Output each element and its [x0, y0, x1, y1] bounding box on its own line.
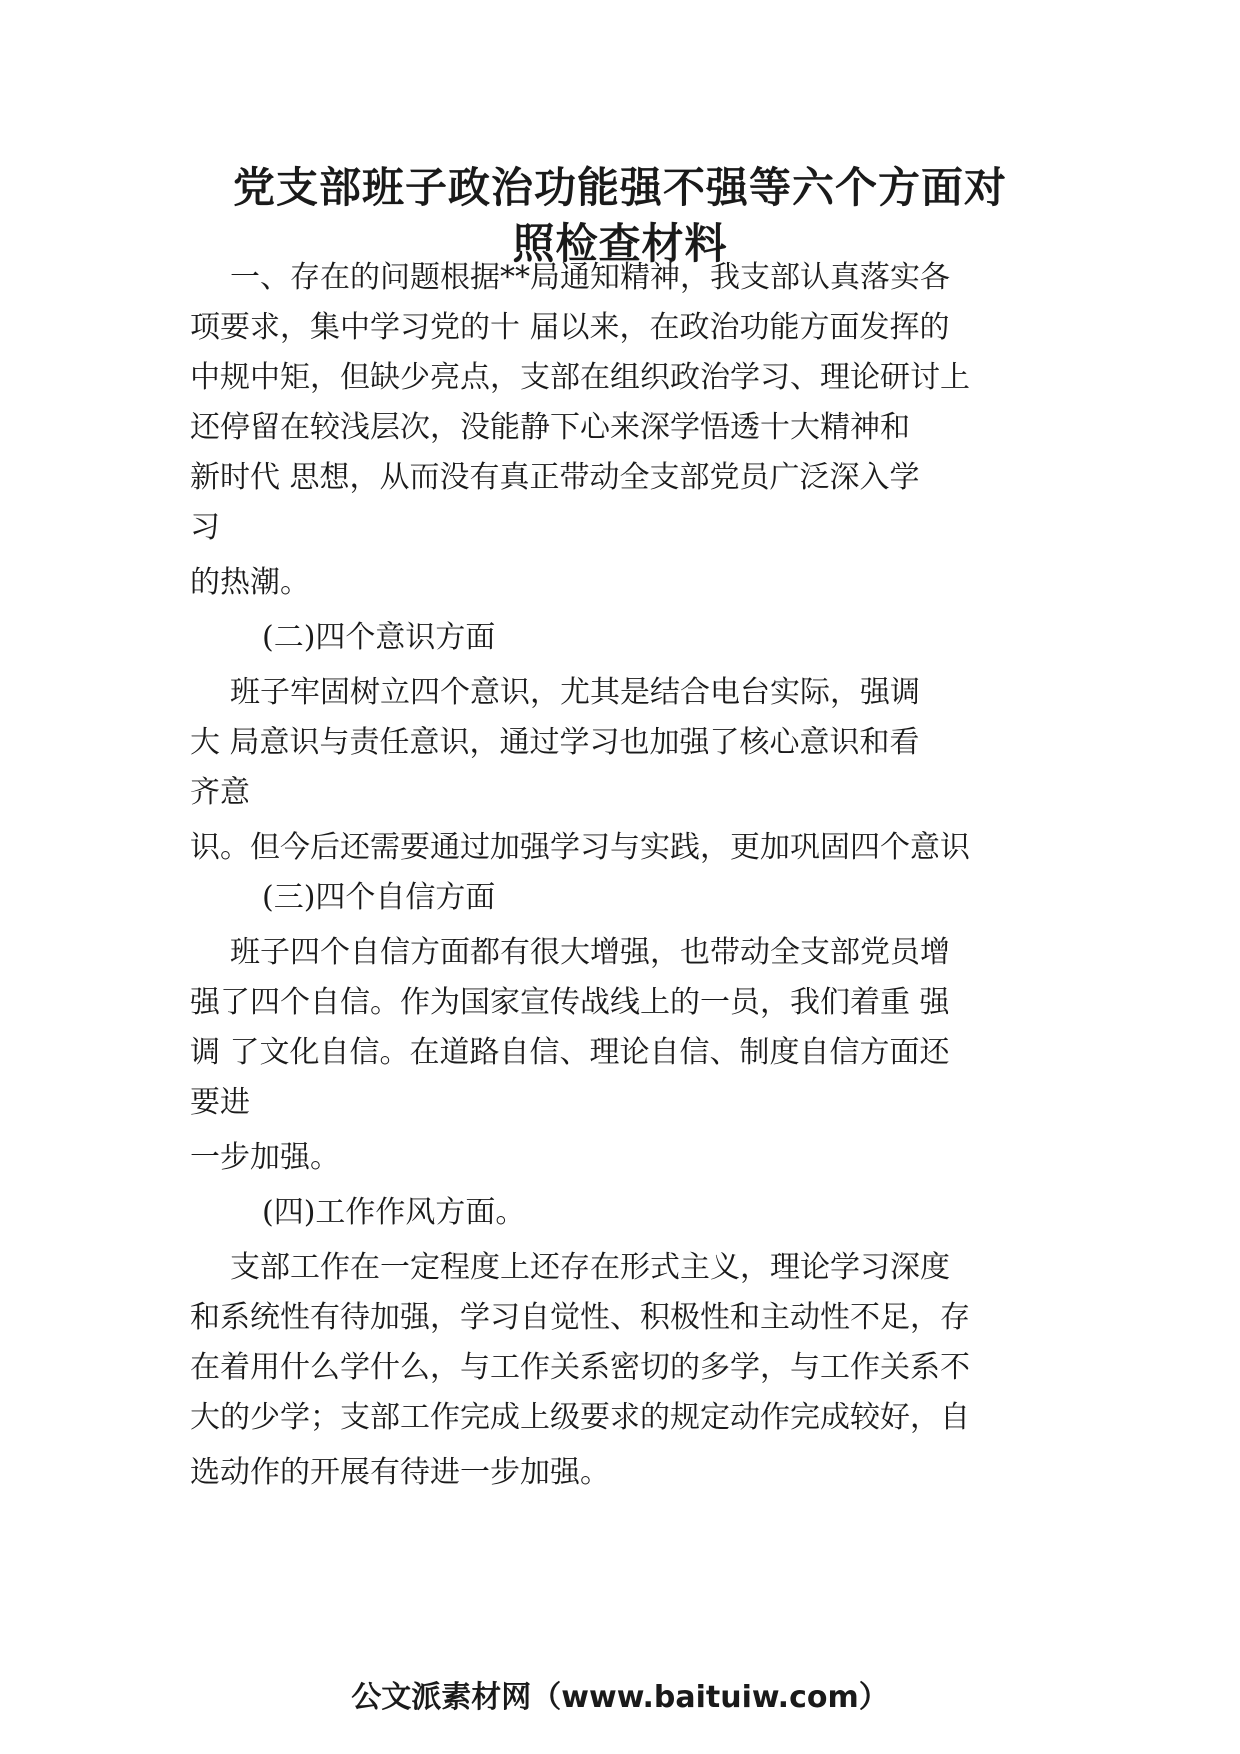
body-line: 大 局意识与责任意识，通过学习也加强了核心意识和看 — [190, 725, 920, 760]
body-line: 要进 — [190, 1085, 250, 1120]
body-line: 的热潮。 — [190, 565, 310, 600]
body-line: 支部工作在一定程度上还存在形式主义，理论学习深度 — [230, 1250, 950, 1285]
body-line: 还停留在较浅层次，没能静下心来深学悟透十大精神和 — [190, 410, 910, 445]
body-line: 大的少学；支部工作完成上级要求的规定动作完成较好，自 — [190, 1400, 970, 1435]
document-title-line-2: 照检查材料 — [512, 219, 728, 268]
body-line: 习 — [190, 510, 220, 545]
body-line: 识。但今后还需要通过加强学习与实践，更加巩固四个意识 — [190, 830, 970, 865]
body-line: 班子牢固树立四个意识，尤其是结合电台实际，强调 — [230, 675, 920, 710]
footer-source: 公文派素材网（www.baituiw.com） — [351, 1680, 889, 1715]
body-line: 和系统性有待加强，学习自觉性、积极性和主动性不足，存 — [190, 1300, 970, 1335]
body-line: 强了四个自信。作为国家宣传战线上的一员，我们着重 强 — [190, 985, 950, 1020]
body-line: 调 了文化自信。在道路自信、理论自信、制度自信方面还 — [190, 1035, 950, 1070]
document-title-line-1: 党支部班子政治功能强不强等六个方面对 — [232, 163, 1007, 212]
section-heading: (三)四个自信方面 — [262, 880, 496, 915]
section-heading: (四)工作作风方面。 — [262, 1195, 526, 1230]
section-heading: (二)四个意识方面 — [262, 620, 496, 655]
body-line: 齐意 — [190, 775, 250, 810]
body-line: 选动作的开展有待进一步加强。 — [190, 1455, 610, 1490]
body-line: 中规中矩，但缺少亮点，支部在组织政治学习、理论研讨上 — [190, 360, 970, 395]
body-line: 一步加强。 — [190, 1140, 340, 1175]
body-line: 班子四个自信方面都有很大增强，也带动全支部党员增 — [230, 935, 950, 970]
body-line: 一、存在的问题根据**局通知精神，我支部认真落实各 — [230, 260, 950, 295]
body-line: 新时代 思想，从而没有真正带动全支部党员广泛深入学 — [190, 460, 920, 495]
body-line: 项要求，集中学习党的十 届以来，在政治功能方面发挥的 — [190, 310, 950, 345]
body-line: 在着用什么学什么，与工作关系密切的多学，与工作关系不 — [190, 1350, 970, 1385]
